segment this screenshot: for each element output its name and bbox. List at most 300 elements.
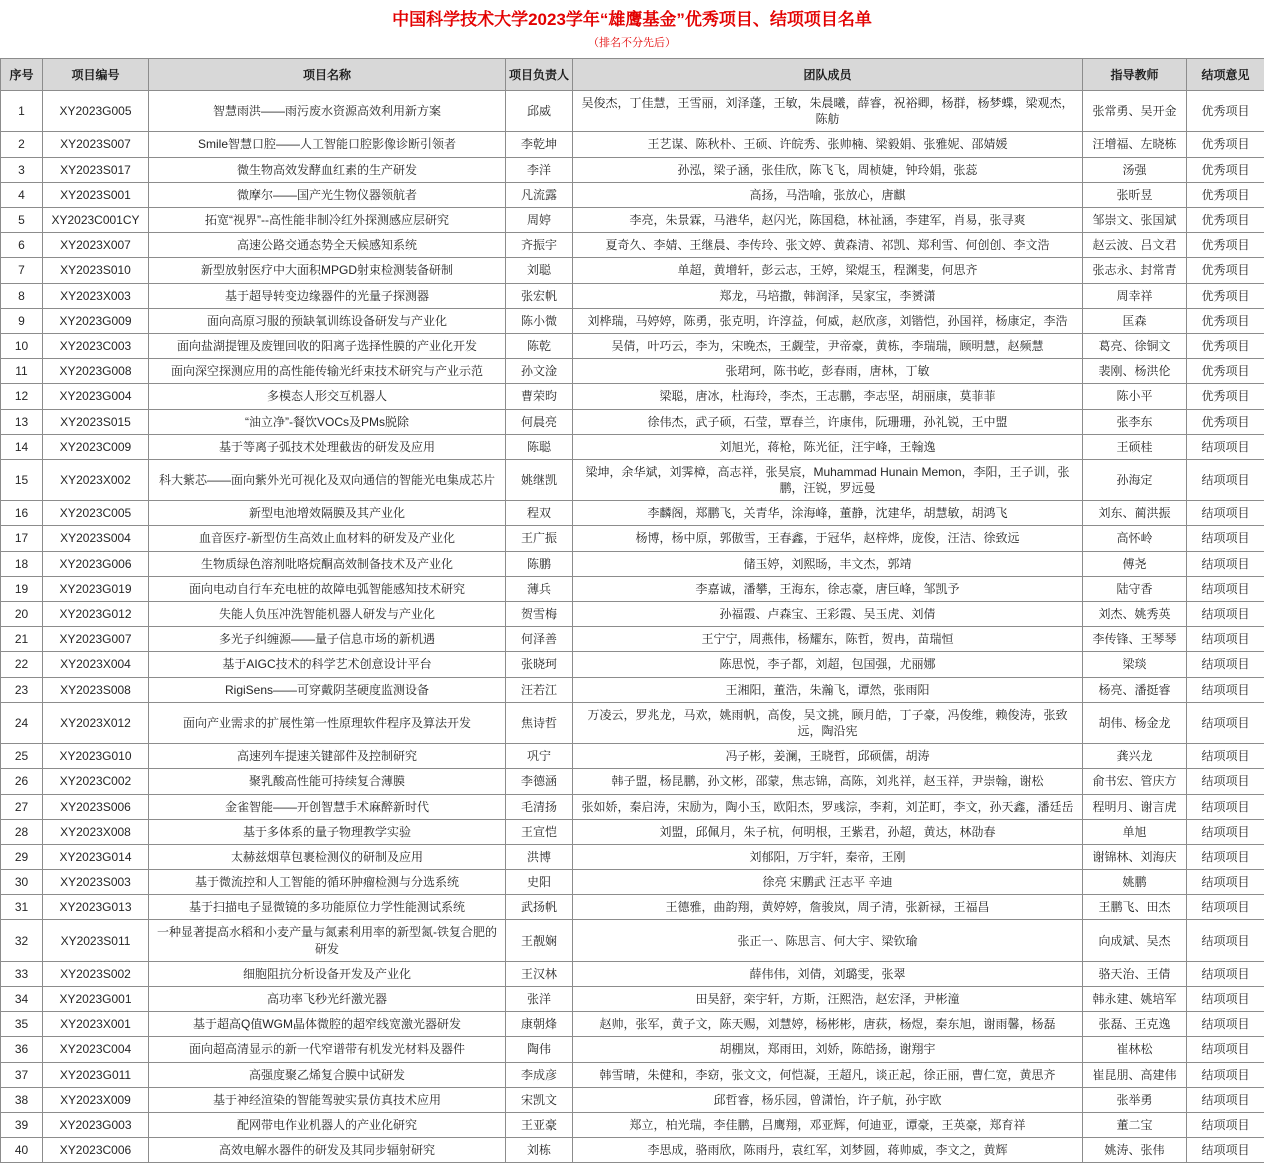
project-name: 智慧雨洪——雨污废水资源高效利用新方案 [149, 91, 506, 132]
row-number: 24 [1, 702, 43, 743]
table-row [1, 819, 1264, 844]
team-members: 刘旭光，蒋枪，陈光征，汪宇峰，王翰逸 [573, 434, 1083, 459]
table-row [1, 551, 1264, 576]
project-leader: 毛清扬 [506, 794, 573, 819]
team-members: 储玉婷，刘熙旸，丰文杰，郭靖 [573, 551, 1083, 576]
table-row [1, 526, 1264, 551]
row-number: 2 [1, 132, 43, 157]
advisors: 张常勇、吴开金 [1083, 91, 1187, 132]
project-name: 太赫兹烟草包裹检测仪的研制及应用 [149, 844, 506, 869]
advisors: 杨亮、潘挺睿 [1083, 677, 1187, 702]
project-code: XY2023G010 [43, 744, 149, 769]
result: 优秀项目 [1187, 384, 1264, 409]
project-leader: 宋凯文 [506, 1087, 573, 1112]
result: 结项项目 [1187, 1012, 1264, 1037]
row-number: 25 [1, 744, 43, 769]
project-code: XY2023C001CY [43, 208, 149, 233]
team-members: 高扬，马浩喻，张放心，唐麒 [573, 182, 1083, 207]
row-number: 8 [1, 283, 43, 308]
table-row [1, 677, 1264, 702]
team-members: 郑立，柏光瑞，李佳鹏，吕鹰翔，邓亚辉，何迪亚，谭豪，王英豪，郑育祥 [573, 1112, 1083, 1137]
team-members: 徐伟杰，武子硕，石莹，覃春兰，许康伟，阮珊珊，孙礼锐，王中盟 [573, 409, 1083, 434]
team-members: 王艺谋、陈秋朴、王硕、许皖秀、张帅楠、梁毅娟、张雅妮、邵婧媛 [573, 132, 1083, 157]
project-code: XY2023X003 [43, 283, 149, 308]
team-members: 李嘉诚，潘攀，王海东，徐志豪，唐巨峰，邹凯予 [573, 576, 1083, 601]
project-leader: 李德涵 [506, 769, 573, 794]
project-code: XY2023S007 [43, 132, 149, 157]
team-members: 夏奇久、李婧、王继晨、李传玲、张文婷、黄森清、祁凯、郑利雪、何创创、李文浩 [573, 233, 1083, 258]
row-number: 14 [1, 434, 43, 459]
team-members: 杨博，杨中原，郭傲雪，王春鑫，于冠华，赵梓烨，庞俊，汪洁、徐致远 [573, 526, 1083, 551]
table-row [1, 769, 1264, 794]
project-name: 高效电解水器件的研发及其同步辐射研究 [149, 1138, 506, 1163]
row-number: 27 [1, 794, 43, 819]
result: 优秀项目 [1187, 308, 1264, 333]
result: 结项项目 [1187, 576, 1264, 601]
project-name: 面向高原习服的预缺氧训练设备研发与产业化 [149, 308, 506, 333]
project-name: 高速公路交通态势全天候感知系统 [149, 233, 506, 258]
row-number: 29 [1, 844, 43, 869]
project-code: XY2023S010 [43, 258, 149, 283]
project-leader: 何晨亮 [506, 409, 573, 434]
row-number: 16 [1, 501, 43, 526]
table-row [1, 233, 1264, 258]
project-code: XY2023S015 [43, 409, 149, 434]
project-name: 拓宽“视界”--高性能非制冷红外探测感应层研究 [149, 208, 506, 233]
project-code: XY2023X001 [43, 1012, 149, 1037]
project-name: 基于AIGC技术的科学艺术创意设计平台 [149, 652, 506, 677]
team-members: 刘郁阳，万宇轩，秦帝，王刚 [573, 844, 1083, 869]
row-number: 32 [1, 920, 43, 961]
table-row [1, 844, 1264, 869]
project-leader: 陈乾 [506, 333, 573, 358]
table-row [1, 744, 1264, 769]
project-leader: 陈小微 [506, 308, 573, 333]
result: 结项项目 [1187, 744, 1264, 769]
result: 结项项目 [1187, 652, 1264, 677]
page-title: 中国科学技术大学2023学年“雄鹰基金”优秀项目、结项项目名单 [0, 9, 1264, 31]
advisors: 高怀岭 [1083, 526, 1187, 551]
project-leader: 史阳 [506, 870, 573, 895]
project-name: 基于等离子弧技术处理截齿的研发及应用 [149, 434, 506, 459]
project-leader: 何泽善 [506, 627, 573, 652]
row-number: 30 [1, 870, 43, 895]
advisors: 匡森 [1083, 308, 1187, 333]
result: 优秀项目 [1187, 182, 1264, 207]
project-code: XY2023G011 [43, 1062, 149, 1087]
project-code: XY2023G009 [43, 308, 149, 333]
result: 结项项目 [1187, 987, 1264, 1012]
project-leader: 王宣恺 [506, 819, 573, 844]
team-members: 张珺珂，陈书屹，彭春雨，唐林，丁敏 [573, 359, 1083, 384]
project-name: 基于超导转变边缘器件的光量子探测器 [149, 283, 506, 308]
title-block [0, 0, 1264, 50]
result: 结项项目 [1187, 1037, 1264, 1062]
team-members: 孙福霞、卢森宝、王彩霞、吴玉虎、刘倩 [573, 602, 1083, 627]
team-members: 刘盟，邱佩月，朱子杭，何明根，王紫君，孙超，黄达，林劭春 [573, 819, 1083, 844]
result: 结项项目 [1187, 702, 1264, 743]
column-header-5: 指导教师 [1083, 59, 1187, 91]
project-code: XY2023G005 [43, 91, 149, 132]
row-number: 26 [1, 769, 43, 794]
project-leader: 巩宁 [506, 744, 573, 769]
row-number: 23 [1, 677, 43, 702]
advisors: 王硕桂 [1083, 434, 1187, 459]
result: 优秀项目 [1187, 233, 1264, 258]
row-number: 17 [1, 526, 43, 551]
project-name: 金雀智能——开创智慧手术麻醉新时代 [149, 794, 506, 819]
project-code: XY2023G006 [43, 551, 149, 576]
project-code: XY2023G007 [43, 627, 149, 652]
table-row [1, 157, 1264, 182]
result: 优秀项目 [1187, 409, 1264, 434]
team-members: 郑龙，马培撒，韩润泽，吴家宝，李赟潇 [573, 283, 1083, 308]
team-members: 万凌云，罗兆龙，马欢，姚雨帆，高俊，吴文挑，顾月皓，丁子豪，冯俊维，赖俊涛，张致远，陶沿宪 [573, 702, 1083, 743]
project-name: 多光子纠缠源——量子信息市场的新机遇 [149, 627, 506, 652]
advisors: 张举勇 [1083, 1087, 1187, 1112]
result: 结项项目 [1187, 844, 1264, 869]
column-header-4: 团队成员 [573, 59, 1083, 91]
table-row [1, 870, 1264, 895]
team-members: 王湘阳，董浩，朱瀚飞，谭然，张雨阳 [573, 677, 1083, 702]
team-members: 陈思悦，李子都，刘超，包国强，尤丽娜 [573, 652, 1083, 677]
advisors: 程明月、谢言虎 [1083, 794, 1187, 819]
advisors: 张志永、封常青 [1083, 258, 1187, 283]
advisors: 张磊、王克逸 [1083, 1012, 1187, 1037]
project-leader: 李乾坤 [506, 132, 573, 157]
project-name: 微生物高效发酵血红素的生产研发 [149, 157, 506, 182]
project-code: XY2023S003 [43, 870, 149, 895]
team-members: 梁聪，唐冰，杜海玲，李杰，王志鹏，李志坚，胡丽康，莫菲菲 [573, 384, 1083, 409]
team-members: 李思成，骆雨欣，陈雨丹，袁红军，刘梦圆，蒋帅威，李文之，黄辉 [573, 1138, 1083, 1163]
table-row [1, 794, 1264, 819]
advisors: 姚鹏 [1083, 870, 1187, 895]
row-number: 18 [1, 551, 43, 576]
advisors: 张昕昱 [1083, 182, 1187, 207]
row-number: 7 [1, 258, 43, 283]
table-row [1, 602, 1264, 627]
project-name: 面向产业需求的扩展性第一性原理软件程序及算法开发 [149, 702, 506, 743]
team-members: 李麟阁，郑鹏飞，关青华，涂海峰，董静，沈建华，胡慧敏，胡鸿飞 [573, 501, 1083, 526]
team-members: 孙泓，梁子涵，张佳欣，陈飞飞，周桢婕，钟玲娟，张蕊 [573, 157, 1083, 182]
project-code: XY2023C003 [43, 333, 149, 358]
table-row [1, 182, 1264, 207]
project-code: XY2023G003 [43, 1112, 149, 1137]
project-name: 基于超高Q值WGM晶体微腔的超窄线宽激光器研发 [149, 1012, 506, 1037]
advisors: 邹崇文、张国斌 [1083, 208, 1187, 233]
result: 结项项目 [1187, 961, 1264, 986]
team-members: 张如娇，秦启涛，宋励为，陶小玉，欧阳杰，罗彧淙，李莉，刘芷町，李文，孙天鑫，潘廷岳 [573, 794, 1083, 819]
row-number: 4 [1, 182, 43, 207]
project-code: XY2023S004 [43, 526, 149, 551]
result: 优秀项目 [1187, 91, 1264, 132]
project-name: 面向超高清显示的新一代窄谱带有机发光材料及器件 [149, 1037, 506, 1062]
projects-table [0, 58, 1264, 1163]
project-code: XY2023G004 [43, 384, 149, 409]
result: 结项项目 [1187, 501, 1264, 526]
table-row [1, 258, 1264, 283]
project-code: XY2023X002 [43, 459, 149, 500]
advisors: 骆天治、王倩 [1083, 961, 1187, 986]
team-members: 吴倩，叶巧云，李为，宋晚杰，王觑莹，尹帝豪，黄栋，李瑞瑞，顾明慧，赵频慧 [573, 333, 1083, 358]
team-members: 赵帅，张军，黄子文，陈天赐，刘慧婷，杨彬彬，唐荻，杨煜，秦东旭，谢雨馨，杨磊 [573, 1012, 1083, 1037]
team-members: 王德雅，曲韵翔，黄婷婷，詹骏岚，周子清，张新禄，王福昌 [573, 895, 1083, 920]
team-members: 吴俊杰，丁佳慧，王雪丽，刘泽蓬，王敏，朱晨曦，薛睿，祝裕卿，杨群，杨梦蝶，梁观杰，陈舫 [573, 91, 1083, 132]
result: 优秀项目 [1187, 157, 1264, 182]
row-number: 36 [1, 1037, 43, 1062]
advisors: 董二宝 [1083, 1112, 1187, 1137]
project-leader: 王靓娴 [506, 920, 573, 961]
result: 结项项目 [1187, 819, 1264, 844]
advisors: 姚涛、张伟 [1083, 1138, 1187, 1163]
table-row [1, 384, 1264, 409]
project-name: 血音医疗-新型仿生高效止血材料的研发及产业化 [149, 526, 506, 551]
advisors: 陈小平 [1083, 384, 1187, 409]
table-row [1, 501, 1264, 526]
result: 结项项目 [1187, 769, 1264, 794]
row-number: 10 [1, 333, 43, 358]
result: 结项项目 [1187, 1087, 1264, 1112]
project-leader: 姚继凯 [506, 459, 573, 500]
advisors: 俞书宏、管庆方 [1083, 769, 1187, 794]
project-leader: 薄兵 [506, 576, 573, 601]
project-code: XY2023G012 [43, 602, 149, 627]
project-leader: 陶伟 [506, 1037, 573, 1062]
row-number: 40 [1, 1138, 43, 1163]
advisors: 孙海定 [1083, 459, 1187, 500]
row-number: 22 [1, 652, 43, 677]
team-members: 韩雪晴，朱健和，李窈，张文文，何恺凝，王超凡，谈正起，徐正丽，曹仁宽，黄思齐 [573, 1062, 1083, 1087]
project-name: 失能人负压冲洗智能机器人研发与产业化 [149, 602, 506, 627]
team-members: 梁坤，余华斌，刘霁樟，高志祥，张昊宸，Muhammad Hunain Memon，李阳，王子训，张鹏，汪锐，罗远曼 [573, 459, 1083, 500]
project-code: XY2023S017 [43, 157, 149, 182]
team-members: 张正一、陈思言、何大宇、梁钦瑜 [573, 920, 1083, 961]
advisors: 汪增福、左晓栋 [1083, 132, 1187, 157]
column-header-0: 序号 [1, 59, 43, 91]
table-body [1, 91, 1264, 1163]
result: 优秀项目 [1187, 208, 1264, 233]
advisors: 单旭 [1083, 819, 1187, 844]
project-code: XY2023G008 [43, 359, 149, 384]
table-row [1, 1037, 1264, 1062]
project-leader: 武扬帆 [506, 895, 573, 920]
table-row [1, 208, 1264, 233]
advisors: 周幸祥 [1083, 283, 1187, 308]
project-leader: 刘栋 [506, 1138, 573, 1163]
row-number: 9 [1, 308, 43, 333]
table-row [1, 283, 1264, 308]
advisors: 梁琰 [1083, 652, 1187, 677]
project-leader: 洪博 [506, 844, 573, 869]
result: 结项项目 [1187, 895, 1264, 920]
project-name: 聚乳酸高性能可持续复合薄膜 [149, 769, 506, 794]
project-name: 细胞阻抗分析设备开发及产业化 [149, 961, 506, 986]
project-name: RigiSens——可穿戴阴茎硬度监测设备 [149, 677, 506, 702]
table-row [1, 987, 1264, 1012]
team-members: 冯子彬，姜澜，王晓哲，邱硕儒，胡涛 [573, 744, 1083, 769]
project-code: XY2023X012 [43, 702, 149, 743]
table-row [1, 1138, 1264, 1163]
project-leader: 凡流露 [506, 182, 573, 207]
advisors: 胡伟、杨金龙 [1083, 702, 1187, 743]
table-row [1, 1012, 1264, 1037]
team-members: 李亮，朱景霖，马港华，赵闪光，陈国稳，林祉涵，李建军，肖易，张寻爽 [573, 208, 1083, 233]
row-number: 12 [1, 384, 43, 409]
table-row [1, 895, 1264, 920]
result: 结项项目 [1187, 677, 1264, 702]
row-number: 15 [1, 459, 43, 500]
project-leader: 张洋 [506, 987, 573, 1012]
table-row [1, 308, 1264, 333]
project-name: Smile智慧口腔——人工智能口腔影像诊断引领者 [149, 132, 506, 157]
table-row [1, 576, 1264, 601]
project-leader: 邱威 [506, 91, 573, 132]
advisors: 葛亮、徐铜文 [1083, 333, 1187, 358]
project-name: 多模态人形交互机器人 [149, 384, 506, 409]
advisors: 陆守香 [1083, 576, 1187, 601]
project-code: XY2023S001 [43, 182, 149, 207]
advisors: 傅尧 [1083, 551, 1187, 576]
project-leader: 陈聪 [506, 434, 573, 459]
project-name: 微摩尔——国产光生物仪器领航者 [149, 182, 506, 207]
result: 结项项目 [1187, 920, 1264, 961]
table-row [1, 409, 1264, 434]
advisors: 刘东、蔺洪振 [1083, 501, 1187, 526]
table-row [1, 91, 1264, 132]
project-leader: 刘聪 [506, 258, 573, 283]
project-name: 基于微流控和人工智能的循环肿瘤检测与分选系统 [149, 870, 506, 895]
project-leader: 王广振 [506, 526, 573, 551]
project-leader: 康朝烽 [506, 1012, 573, 1037]
team-members: 王宁宁，周燕伟，杨耀东，陈哲，贺冉，苗瑞恒 [573, 627, 1083, 652]
advisors: 汤强 [1083, 157, 1187, 182]
project-name: 面向深空探测应用的高性能传输光纤束技术研究与产业示范 [149, 359, 506, 384]
team-members: 邱哲睿，杨乐园，曾潇怡，许子航，孙宇欧 [573, 1087, 1083, 1112]
advisors: 裴刚、杨洪伦 [1083, 359, 1187, 384]
project-code: XY2023X007 [43, 233, 149, 258]
project-name: “油立净”-餐饮VOCs及PMs脱除 [149, 409, 506, 434]
result: 优秀项目 [1187, 132, 1264, 157]
project-code: XY2023X004 [43, 652, 149, 677]
table-row [1, 132, 1264, 157]
result: 结项项目 [1187, 551, 1264, 576]
team-members: 刘桦瑞，马婷婷，陈勇，张克明，许淳益，何威，赵欣彦，刘锴恺，孙国祥，杨康定，李浩 [573, 308, 1083, 333]
row-number: 31 [1, 895, 43, 920]
column-header-3: 项目负责人 [506, 59, 573, 91]
project-name: 新型放射医疗中大面积MPGD射束检测装备研制 [149, 258, 506, 283]
project-name: 新型电池增效隔膜及其产业化 [149, 501, 506, 526]
project-leader: 程双 [506, 501, 573, 526]
project-code: XY2023S008 [43, 677, 149, 702]
project-code: XY2023G013 [43, 895, 149, 920]
table-row [1, 434, 1264, 459]
row-number: 37 [1, 1062, 43, 1087]
project-name: 基于神经渲染的智能驾驶实景仿真技术应用 [149, 1087, 506, 1112]
result: 优秀项目 [1187, 283, 1264, 308]
column-header-1: 项目编号 [43, 59, 149, 91]
result: 结项项目 [1187, 1112, 1264, 1137]
row-number: 11 [1, 359, 43, 384]
advisors: 李传锋、王琴琴 [1083, 627, 1187, 652]
row-number: 6 [1, 233, 43, 258]
project-leader: 张晓珂 [506, 652, 573, 677]
project-name: 基于多体系的量子物理教学实验 [149, 819, 506, 844]
project-code: XY2023C006 [43, 1138, 149, 1163]
team-members: 徐亮 宋鹏武 汪志平 辛迪 [573, 870, 1083, 895]
team-members: 薛伟伟，刘倩，刘璐雯，张翠 [573, 961, 1083, 986]
advisors: 韩永建、姚培军 [1083, 987, 1187, 1012]
project-code: XY2023X008 [43, 819, 149, 844]
project-leader: 张宏帆 [506, 283, 573, 308]
project-name: 一种显著提高水稻和小麦产量与氮素利用率的新型氮-铁复合肥的研发 [149, 920, 506, 961]
table-row [1, 652, 1264, 677]
advisors: 王鹏飞、田杰 [1083, 895, 1187, 920]
project-code: XY2023G001 [43, 987, 149, 1012]
result: 结项项目 [1187, 1062, 1264, 1087]
project-leader: 王汉林 [506, 961, 573, 986]
team-members: 单超，黄增轩，彭云志，王婷，梁焜玉，程渊斐，何思齐 [573, 258, 1083, 283]
project-name: 生物质绿色溶剂吡咯烷酮高效制备技术及产业化 [149, 551, 506, 576]
result: 结项项目 [1187, 526, 1264, 551]
result: 结项项目 [1187, 627, 1264, 652]
project-leader: 李成彦 [506, 1062, 573, 1087]
project-name: 基于扫描电子显微镜的多功能原位力学性能测试系统 [149, 895, 506, 920]
project-code: XY2023G014 [43, 844, 149, 869]
row-number: 5 [1, 208, 43, 233]
row-number: 20 [1, 602, 43, 627]
page-subtitle: （排名不分先后） [0, 34, 1264, 50]
advisors: 向成斌、吴杰 [1083, 920, 1187, 961]
project-name: 面向盐湖提锂及废锂回收的阳离子选择性膜的产业化开发 [149, 333, 506, 358]
project-leader: 孙文淦 [506, 359, 573, 384]
project-name: 高强度聚乙烯复合膜中试研发 [149, 1062, 506, 1087]
row-number: 21 [1, 627, 43, 652]
result: 结项项目 [1187, 434, 1264, 459]
project-name: 科大紫芯——面向紫外光可视化及双向通信的智能光电集成芯片 [149, 459, 506, 500]
result: 优秀项目 [1187, 333, 1264, 358]
result: 结项项目 [1187, 602, 1264, 627]
column-header-2: 项目名称 [149, 59, 506, 91]
project-leader: 陈鹏 [506, 551, 573, 576]
advisors: 赵云波、吕文君 [1083, 233, 1187, 258]
project-leader: 汪若江 [506, 677, 573, 702]
table-row [1, 961, 1264, 986]
row-number: 34 [1, 987, 43, 1012]
project-name: 配网带电作业机器人的产业化研究 [149, 1112, 506, 1137]
advisors: 崔林松 [1083, 1037, 1187, 1062]
row-number: 38 [1, 1087, 43, 1112]
row-number: 33 [1, 961, 43, 986]
table-row [1, 1112, 1264, 1137]
advisors: 张李东 [1083, 409, 1187, 434]
row-number: 35 [1, 1012, 43, 1037]
result: 优秀项目 [1187, 359, 1264, 384]
advisors: 龚兴龙 [1083, 744, 1187, 769]
row-number: 19 [1, 576, 43, 601]
result: 结项项目 [1187, 459, 1264, 500]
result: 结项项目 [1187, 794, 1264, 819]
project-leader: 李洋 [506, 157, 573, 182]
row-number: 13 [1, 409, 43, 434]
project-leader: 曹荣昀 [506, 384, 573, 409]
table-row [1, 920, 1264, 961]
project-leader: 贺雪梅 [506, 602, 573, 627]
advisors: 刘杰、姚秀英 [1083, 602, 1187, 627]
table-header-row [1, 59, 1264, 91]
project-leader: 齐振宇 [506, 233, 573, 258]
team-members: 田昊舒，栾宇轩，方斯，汪熙浩，赵宏泽，尹彬潼 [573, 987, 1083, 1012]
project-name: 高功率飞秒光纤激光器 [149, 987, 506, 1012]
